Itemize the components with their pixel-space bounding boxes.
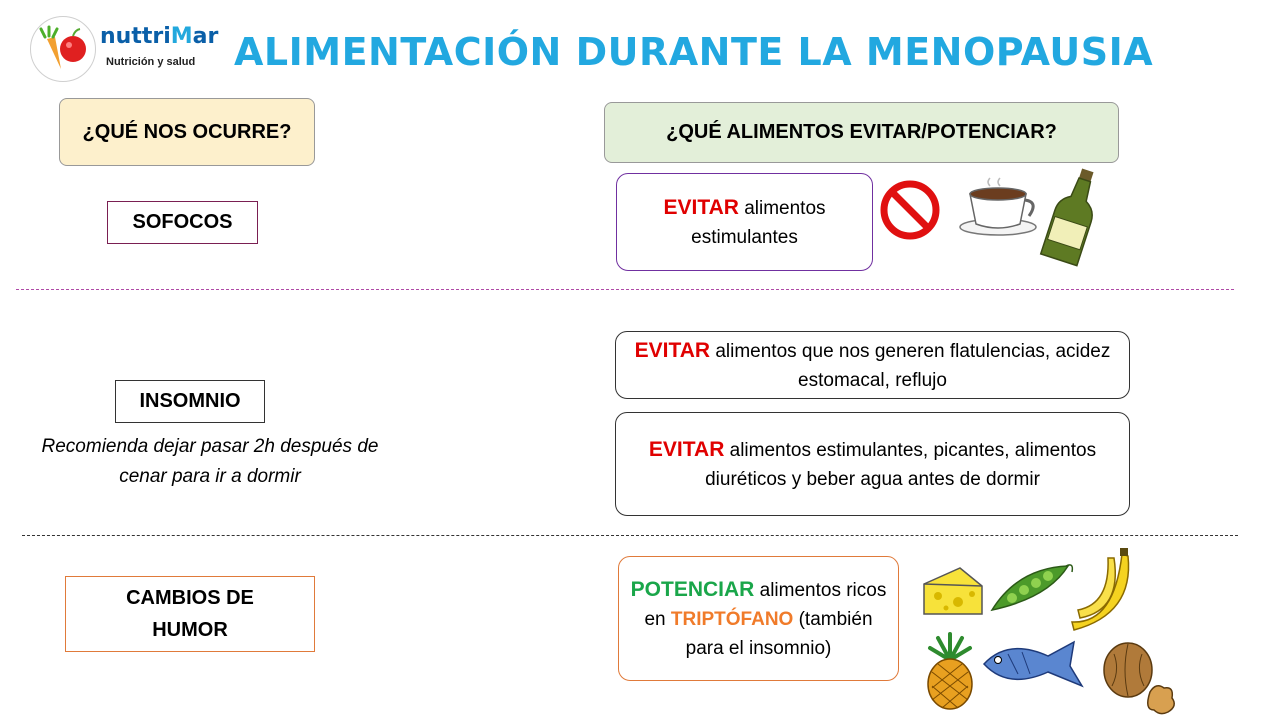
insomnio-note: Recomienda dejar pasar 2h después de cenar para ir a dormir — [41, 436, 379, 487]
page-title: ALIMENTACIÓN DURANTE LA MENOPAUSIA — [234, 30, 1154, 74]
brand-tagline: Nutrición y salud — [106, 56, 196, 68]
symptom-line: HUMOR — [152, 619, 228, 641]
recommendation-text: (también para el insomnio) — [685, 608, 873, 659]
keyword-evitar: EVITAR — [648, 437, 725, 461]
keyword-potenciar: POTENCIAR — [630, 577, 755, 601]
wine-bottle-icon — [1038, 166, 1108, 266]
recommendation-text: alimentos que nos generen flatulencias, acidez estomacal, reflujo — [710, 340, 1111, 391]
divider — [16, 289, 1234, 290]
coffee-cup-icon — [956, 180, 1046, 240]
recommendation-text: alimentos estimulantes — [691, 197, 826, 248]
recommendation-insomnio-2 — [615, 412, 1130, 516]
header-what-happens: ¿QUÉ NOS OCURRE? — [59, 98, 315, 166]
keyword-triptofano: TRIPTÓFANO — [670, 608, 794, 630]
walnut-icon — [1100, 640, 1180, 714]
fish-icon — [978, 636, 1088, 692]
divider — [22, 535, 1238, 536]
symptom-sofocos: SOFOCOS — [107, 201, 258, 244]
symptom-line: CAMBIOS DE — [126, 587, 254, 609]
symptom-insomnio: INSOMNIO — [115, 380, 265, 423]
cheese-icon — [920, 564, 986, 620]
prohibited-icon — [880, 180, 940, 240]
recommendation-text: alimentos estimulantes, picantes, alimentos diuréticos y beber agua antes de dormir — [705, 439, 1097, 490]
pineapple-icon — [920, 634, 980, 710]
logo-badge — [30, 16, 96, 82]
recommendation-text: alimentos ricos en — [644, 579, 887, 630]
recommendation-insomnio-1 — [615, 331, 1130, 399]
symptom-cambios-humor — [65, 576, 315, 652]
keyword-evitar: EVITAR — [634, 338, 711, 362]
recommendation-humor — [618, 556, 899, 681]
brand-name: nuttriMar — [100, 24, 219, 49]
header-foods: ¿QUÉ ALIMENTOS EVITAR/POTENCIAR? — [604, 102, 1119, 163]
banana-icon — [1064, 544, 1144, 634]
keyword-evitar: EVITAR — [663, 195, 739, 219]
logo-fruit-icon — [31, 17, 95, 81]
recommendation-sofocos — [616, 173, 873, 271]
